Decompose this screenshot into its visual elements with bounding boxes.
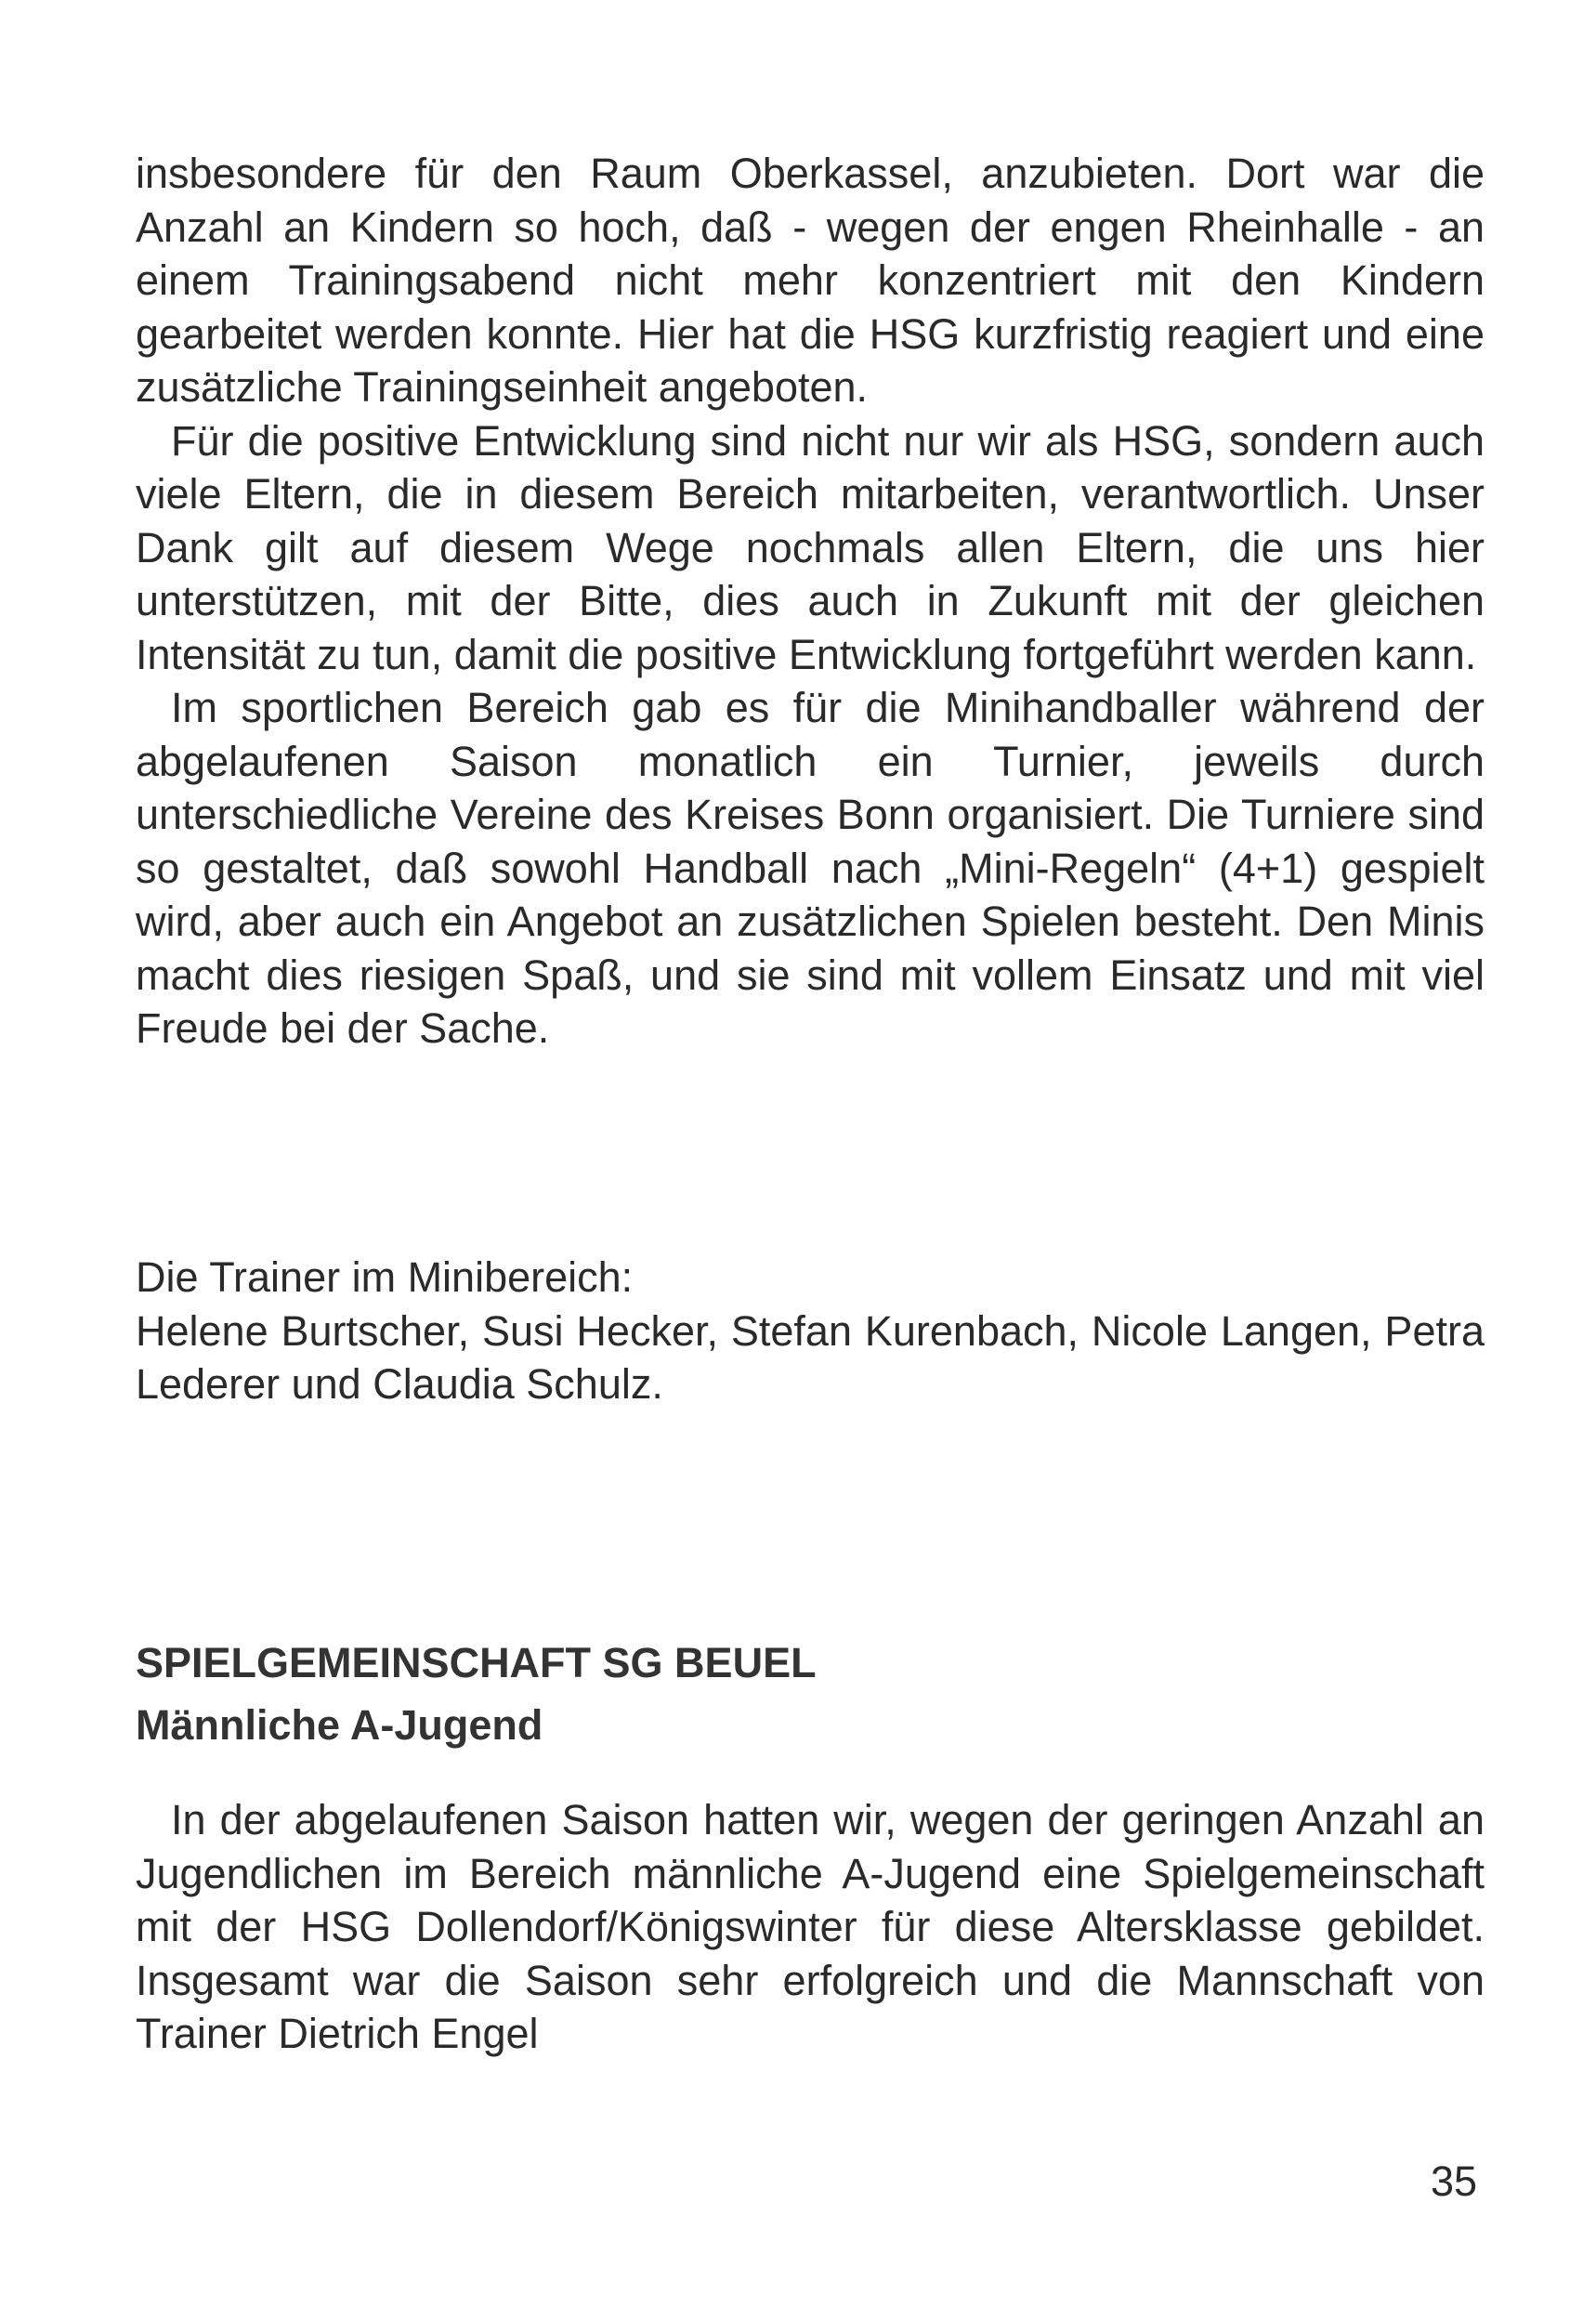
paragraph-turniere: Im sportlichen Bereich gab es für die Minihandballer während der abgelaufenen Saison monatlich ein Turnier, jeweils durch unterschiedliche Vereine des Kreises Bonn organisiert. Die Turniere sind so gestaltet, daß sowohl Handball nach „Mini-Regeln“ (4+1) gespielt wird, aber auch ein Angebot an zusätzlichen Spielen besteht. Den Minis macht dies riesigen Spaß, und sie sind mit vollem Einsatz und mit viel Freude bei der Sache.	[136, 684, 1485, 1052]
section-heading: SPIELGEMEINSCHAFT SG BEUEL	[136, 1639, 817, 1686]
text-block-upper	[136, 147, 1485, 1056]
section-subheading: Männliche A-Jugend	[136, 1701, 543, 1749]
text-block-a-jugend	[136, 1793, 1485, 2061]
paragraph-a-jugend: In der abgelaufenen Saison hatten wir, wegen der geringen Anzahl an Jugendlichen im Bereich männliche A-Jugend eine Spielgemeinschaft mit der HSG Dollendorf/Königswinter für diese Altersklasse gebildet. Insgesamt war die Saison sehr erfolgreich und die Mannschaft von Trainer Dietrich Engel	[136, 1796, 1485, 2057]
text-block-trainers	[136, 1251, 1485, 1411]
paragraph-oberkassel: insbesondere für den Raum Oberkassel, anzubieten. Dort war die Anzahl an Kindern so hoch, daß - wegen der engen Rheinhalle - an einem Trainingsabend nicht mehr konzentriert mit den Kindern gearbeitet werden konnte. Hier hat die HSG kurzfristig reagiert und eine zusätzliche Trainingseinheit angeboten.	[136, 150, 1485, 411]
paragraph-eltern-dank: Für die positive Entwicklung sind nicht nur wir als HSG, sondern auch viele Eltern, die in diesem Bereich mitarbeiten, verantwortlich. Unser Dank gilt auf diesem Wege nochmals allen Eltern, die uns hier unterstützen, mit der Bitte, dies auch in Zukunft mit der gleichen Intensität zu tun, damit die positive Entwicklung fortgeführt werden kann.	[136, 416, 1485, 678]
page-number: 35	[1430, 2157, 1477, 2205]
trainers-names: Helene Burtscher, Susi Hecker, Stefan Kurenbach, Nicole Langen, Petra Lederer und Claudia Schulz.	[136, 1306, 1485, 1408]
trainers-label: Die Trainer im Minibereich:	[136, 1253, 634, 1301]
